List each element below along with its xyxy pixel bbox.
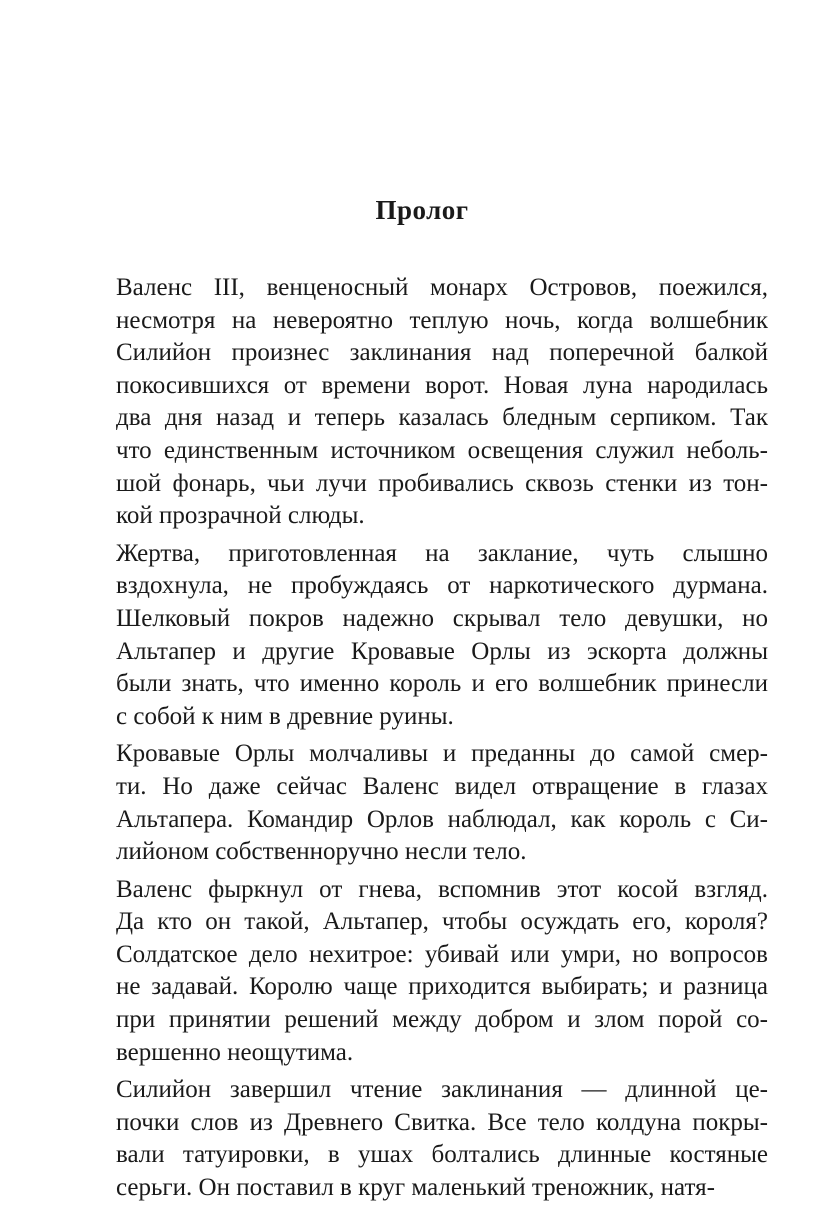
text-line: Жертва, приготовленная на заклание, чуть слышно	[116, 539, 768, 567]
text-line: вздохнула, не пробуждаясь от наркотического дурмана.	[116, 572, 768, 600]
text-line: Солдатское дело нехитрое: убивай или умри, но вопросов	[116, 940, 768, 968]
text-line: покосившихся от времени ворот. Новая луна народилась	[116, 371, 768, 399]
text-line: кой прозрачной слюды.	[116, 502, 365, 530]
paragraph	[76, 272, 768, 533]
paragraph	[76, 1074, 768, 1204]
text-line: Альтапер и другие Кровавые Орлы из эскорта должны	[116, 637, 768, 665]
text-line: почки слов из Древнего Свитка. Все тело колдуна покры-	[116, 1108, 768, 1136]
text-line: Валенс фыркнул от гнева, вспомнив этот косой взгляд.	[116, 875, 768, 903]
paragraph	[76, 538, 768, 734]
text-line: с собой к ним в древние руины.	[116, 702, 454, 730]
text-line: Шелковый покров надежно скрывал тело девушки, но	[116, 604, 768, 632]
text-line: Кровавые Орлы молчаливы и преданны до самой смер-	[116, 740, 768, 768]
text-line: лийоном собственноручно несли тело.	[116, 838, 527, 866]
text-line: шой фонарь, чьи лучи пробивались сквозь стенки из тон-	[116, 469, 768, 497]
text-line: Силийон завершил чтение заклинания — длинной це-	[116, 1076, 768, 1104]
paragraph	[76, 874, 768, 1070]
text-line: Альтапера. Командир Орлов наблюдал, как король с Си-	[116, 805, 768, 833]
chapter-text	[76, 272, 768, 1205]
book-page	[76, 192, 768, 1210]
text-line: серьги. Он поставил в круг маленький треножник, натя-	[116, 1174, 715, 1202]
chapter-title: Пролог	[375, 195, 469, 225]
text-line: Силийон произнес заклинания над поперечной балкой	[116, 339, 768, 367]
paragraph	[76, 738, 768, 868]
text-line: вали татуировки, в ушах болтались длинные костяные	[116, 1141, 768, 1169]
text-line: Да кто он такой, Альтапер, чтобы осуждать его, короля?	[116, 908, 768, 936]
text-line: вершенно неощутима.	[116, 1038, 354, 1066]
text-line: при принятии решений между добром и злом порой со-	[116, 1006, 768, 1034]
text-line: ти. Но даже сейчас Валенс видел отвращение в глазах	[116, 772, 768, 800]
text-line: что единственным источником освещения служил неболь-	[116, 436, 768, 464]
text-line: были знать, что именно король и его волшебник принесли	[116, 670, 768, 698]
text-line: два дня назад и теперь казалась бледным серпиком. Так	[116, 404, 768, 432]
text-line: несмотря на невероятно теплую ночь, когда волшебник	[116, 306, 768, 334]
text-line: не задавай. Королю чаще приходится выбирать; и разница	[116, 973, 768, 1001]
text-line: Валенс III, венценосный монарх Островов, поежился,	[116, 274, 768, 301]
